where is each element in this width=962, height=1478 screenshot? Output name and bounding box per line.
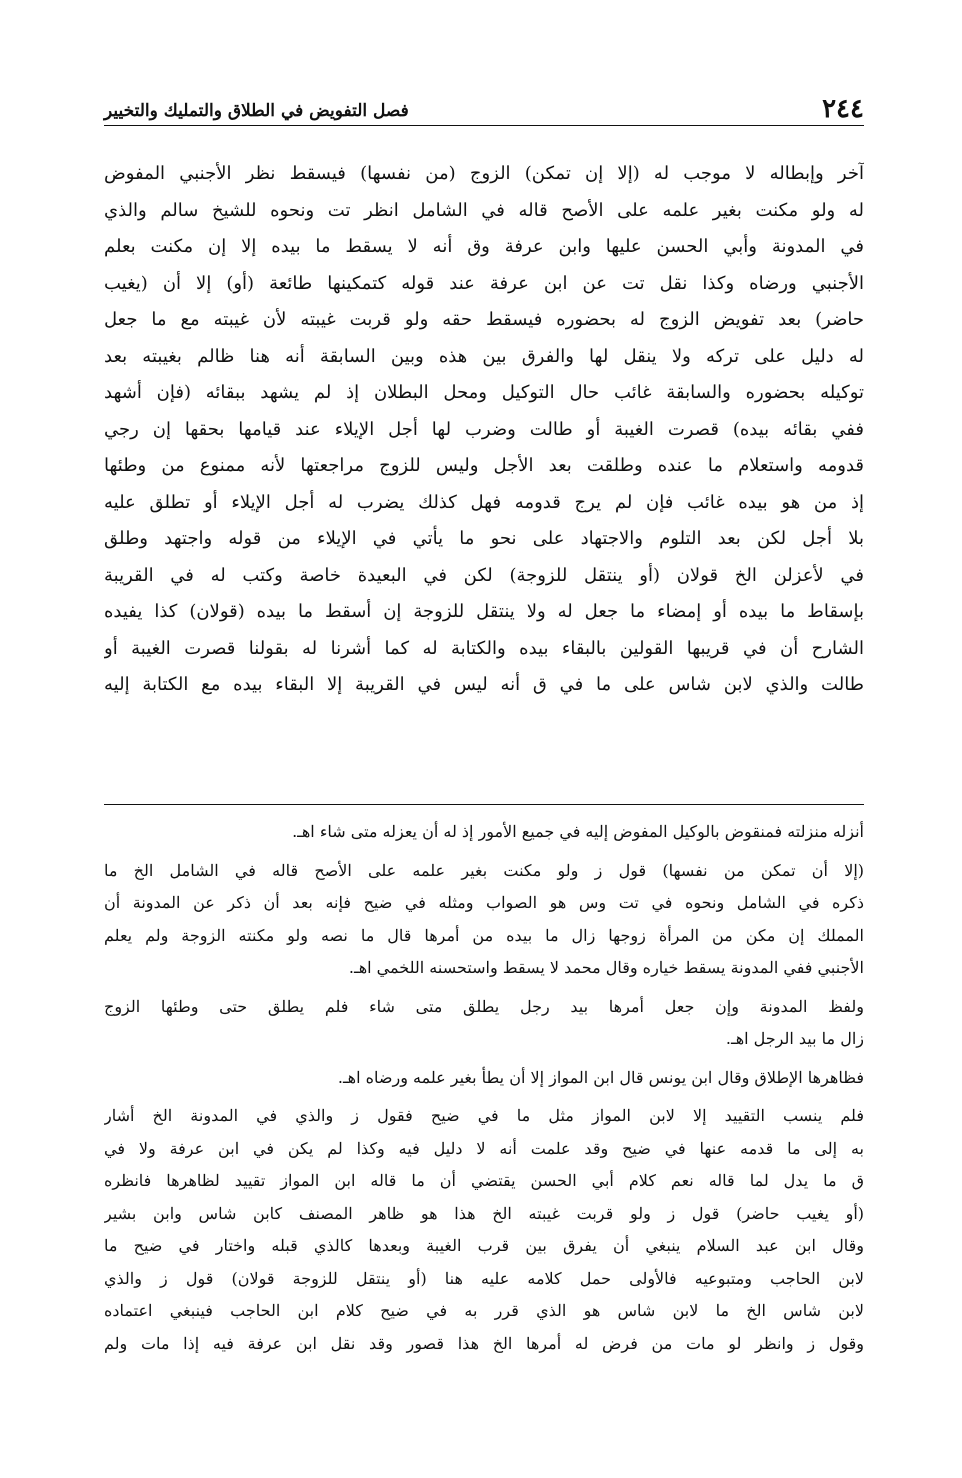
page-header xyxy=(104,92,864,132)
main-text-line: بإسقاط ما بيده أو إمضاء ما جعل له ولا ينتقل للزوجة إن أسقط ما بيده (قولان) كذا يفيده xyxy=(104,601,864,622)
footnote-line: فلم ينسب التقييد إلا لابن المواز مثل ما في ضيح فقول ز والذي في المدونة الخ أشار xyxy=(104,1106,864,1125)
main-text-line: ففي بقائه بيده) قصرت الغيبة أو طالت وضرب لها أجل الإيلاء عند قيامها بحقها إن رجي xyxy=(104,418,864,440)
main-text-line: في لأعزلن الخ قولان (أو ينتقل للزوجة) لكن في البعيدة خاصة وكتب له في القريبة xyxy=(104,564,864,586)
footnote-paragraph xyxy=(104,1062,864,1095)
footnote-paragraph xyxy=(104,855,864,985)
footnote-line: به إلى ما قدمه عنها في ضيح وقد علمت أنه لا دليل فيه وكذا لم يكن في ابن عرفة ولا في xyxy=(104,1138,864,1158)
main-text-line: الأجنبي ورضاه وكذا نقل تت عن ابن عرفة عند قوله كتمكينها طائعة (أو) إلا أن (يغيب xyxy=(104,272,864,294)
main-text-line: الشارح أن في قريبها القولين بالبقاء بيده والكتابة له كما أشرنا له بقولنا قصرت الغيبة أو xyxy=(104,637,864,659)
footnote-line: زال ما بيد الرجل اهـ. xyxy=(725,1029,864,1048)
main-text-body xyxy=(104,156,864,704)
footnote-line: فظاهرها الإطلاق وقال ابن يونس قال ابن المواز إلا أن يطأ بغير علمه ورضاه اهـ. xyxy=(337,1067,864,1087)
footnote-line: ولفظ المدونة وإن جعل أمرها بيد رجل يطلق متى شاء فلم يطلق حتى وطئها الزوج xyxy=(104,996,864,1016)
running-title: فصل التفويض في الطلاق والتمليك والتخيير xyxy=(104,101,409,121)
page-number: ٢٤٤ xyxy=(822,94,864,124)
footnote-line: المملك إن مكن من المرأة زوجها زال ما بيده من أمرها قال ما نصه ولو مكنته الزوجة ولم يعلم xyxy=(104,925,864,945)
footnote-line: ق ما يدل لما قاله نعم كلام أبي الحسن يقتضي أن ما قاله ابن المواز تقييد لظاهرها فانظره xyxy=(104,1171,864,1190)
footnote-paragraph xyxy=(104,816,864,849)
main-text-line: له دليل على تركه ولا ينقل لها والفرق بين هذه وبين السابقة أنه هنا ظالم بغيبته بعد xyxy=(104,345,864,367)
footnote-line: لابن الحاجب ومتبوعيه فالأولى حمل كلامه عليه هنا (أو ينتقل للزوجة قولان) قول ز والذي xyxy=(104,1268,864,1288)
footnote-line: أنزله منزلته فمنقوض بالوكيل المفوض إليه في جميع الأمور إذ له أن يعزله متى شاء اهـ. xyxy=(292,822,864,841)
footnote-line: وقال ابن عبد السلام ينبغي أن يفرق بين قرب الغيبة وبعدها كالذي قبله واختار في ضيح ما xyxy=(104,1236,864,1255)
footnote-paragraph xyxy=(104,1100,864,1360)
main-text-line: قدومه واستعلام ما عنده وطلقت بعد الأجل وليس للزوج مراجعتها لأنه ممنوع من وطئها xyxy=(104,455,864,476)
main-text-line: حاضر) بعد تفويض الزوج له بحضوره فيسقط حقه ولو قربت غيبته لأن غيبته مع ما جعل xyxy=(104,309,864,330)
header-rule xyxy=(104,125,864,126)
footnote-line: (أو يغيب حاضر) قول ز ولو قربت غيبته الخ هذا هو ظاهر المصنف كابن شاس وابن بشير xyxy=(104,1203,864,1223)
footnote-paragraph xyxy=(104,991,864,1056)
footnote-divider xyxy=(104,804,864,805)
footnote-line: (إلا أن تمكن من نفسها) قول ز ولو مكنت بغير علمه على الأصح قاله في الشامل الخ ما xyxy=(104,860,864,880)
main-text-line: طالت والذي لابن شاس على ما في ق أنه ليس في القريبة إلا البقاء بيده مع الكتابة إليه xyxy=(104,674,864,695)
main-text-line: آخر وإبطاله لا موجب له (إلا إن تمكن) الزوج (من نفسها) فيسقط نظر الأجنبي المفوض xyxy=(104,163,864,184)
footnote-line: لابن شاس الخ ما لابن شاس هو الذي قرر به في ضيح كلام ابن الحاجب فينبغي اعتماده xyxy=(104,1301,864,1320)
main-text-line: إذ من هو بيده غائب فإن لم يرج قدومه فهل كذلك يضرب له أجل الإيلاء أو تطلق عليه xyxy=(104,491,864,513)
main-text-line: توكيله بحضوره والسابقة غائب حال التوكيل ومحل البطلان إذ لم يشهد ببقائه (فإن أشهد xyxy=(104,382,864,403)
footnote-line: وقول ز وانظر لو مات من فرض له أمرها الخ هذا قصور وقد نقل ابن عرفة فيه إذا مات ولم xyxy=(104,1333,864,1353)
main-text-line: له ولو مكنت بغير علمه على الأصح قاله في الشامل انظر تت ونحوه للشيخ سالم والذي xyxy=(104,199,864,221)
main-text-line: بلا أجل لكن بعد التلوم والاجتهاد على نحو ما يأتي في الإيلاء من قوله واجتهد وطلق xyxy=(104,528,864,549)
footnote-line: ذكره في الشامل ونحوه في تت وس هو الصواب ومثله في ضيح فإنه بعد أن ذكر عن المدونة أن xyxy=(104,893,864,912)
footnotes-section xyxy=(104,816,864,1360)
footnote-line: الأجنبي ففي المدونة يسقط خياره وقال محمد لا يسقط واستحسنه اللخمي اهـ. xyxy=(348,958,864,977)
main-text-line: في المدونة وأبي الحسن عليها وابن عرفة وق أنه لا يسقط ما بيده إلا إن مكنت بعلم xyxy=(104,236,864,257)
